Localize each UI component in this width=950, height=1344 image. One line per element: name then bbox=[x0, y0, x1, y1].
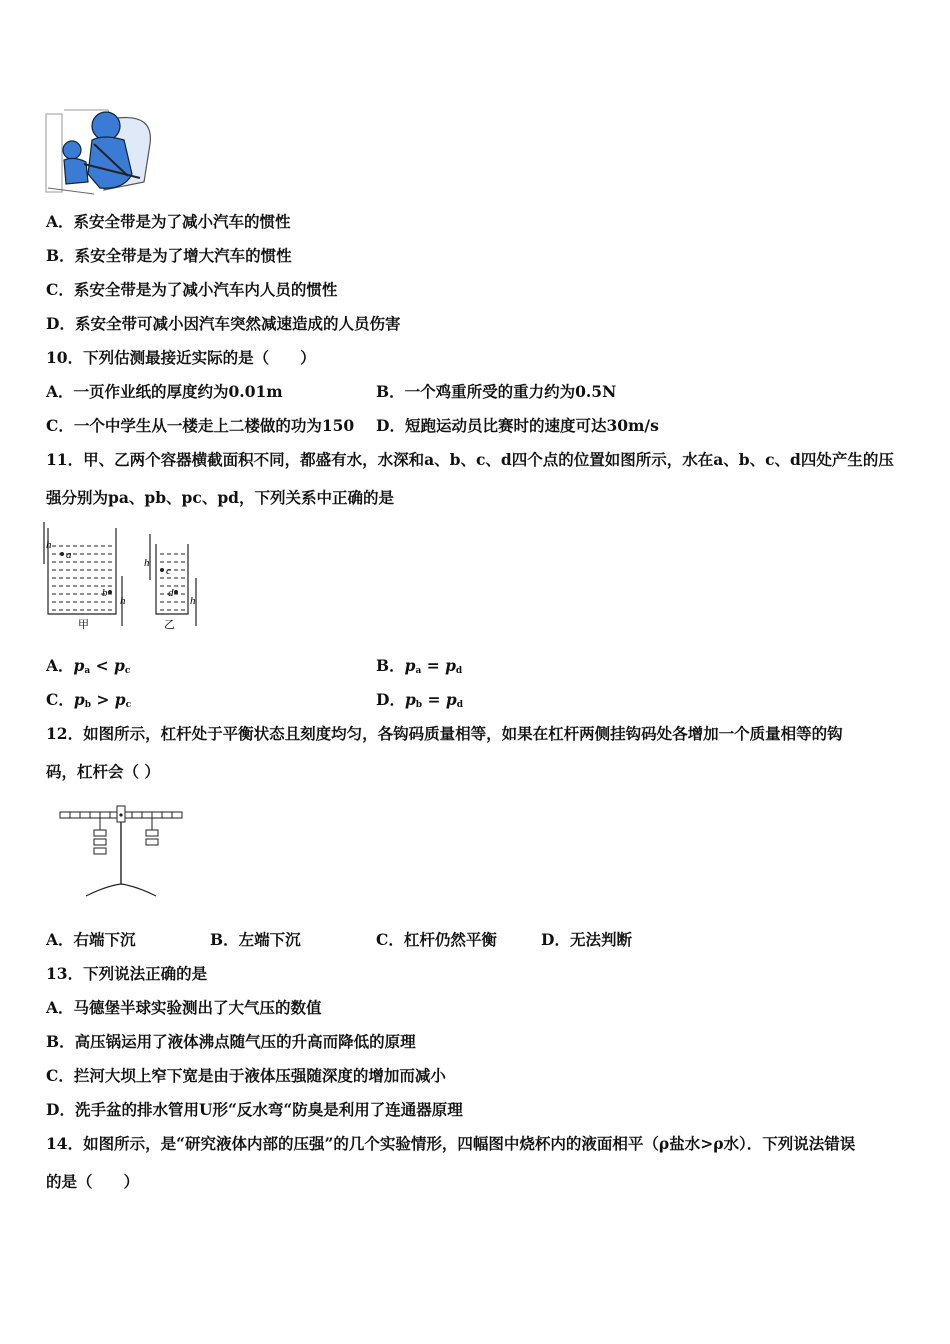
q11-label-h-right: h bbox=[144, 557, 150, 569]
q11-label-h-d: h bbox=[190, 595, 196, 607]
q11-option-b-rsub: d bbox=[455, 666, 463, 676]
q13-stem: 13．下列说法正确的是 bbox=[46, 964, 208, 983]
q13-option-d[interactable]: D．洗手盆的排水管用U形“反水弯“防臭是利用了连通器原理 bbox=[46, 1100, 463, 1119]
q11-label-h-left: h bbox=[46, 539, 52, 551]
q11-option-d-rsub: d bbox=[456, 700, 464, 710]
q11-option-d-lhs: p bbox=[404, 690, 416, 709]
q11-option-a-rhs: p bbox=[114, 656, 125, 675]
q13-option-b[interactable]: B．高压锅运用了液体沸点随气压的升高而降低的原理 bbox=[46, 1032, 416, 1051]
q10-option-b[interactable]: B．一个鸡重所受的重力约为0.5N bbox=[376, 382, 617, 401]
q11-option-c-op: > bbox=[90, 690, 115, 709]
seatbelt-figure bbox=[44, 104, 156, 196]
q11-option-c-rhs: p bbox=[114, 690, 126, 709]
q9-option-b[interactable]: B．系安全带是为了增大汽车的惯性 bbox=[46, 246, 292, 265]
q11-option-b-op: = bbox=[421, 656, 446, 675]
q11-option-b-lsub: a bbox=[415, 666, 422, 676]
q11-option-c-prefix: C． bbox=[46, 690, 74, 709]
q11-option-c-rsub: c bbox=[125, 700, 132, 710]
q11-label-left: 甲 bbox=[78, 619, 89, 631]
q11-option-c-lsub: b bbox=[84, 700, 91, 710]
q11-option-d-rhs: p bbox=[445, 690, 457, 709]
q11-label-b: b bbox=[102, 587, 108, 599]
q12-option-c[interactable]: C．杠杆仍然平衡 bbox=[376, 930, 497, 949]
q11-option-c-lhs: p bbox=[73, 690, 85, 709]
q9-option-d[interactable]: D．系安全带可减小因汽车突然减速造成的人员伤害 bbox=[46, 314, 401, 333]
q11-containers-figure bbox=[40, 518, 210, 632]
q11-stem-line1: 11．甲、乙两个容器横截面积不同，都盛有水，水深和a、b、c、d四个点的位置如图所示，水在a、b、c、d四处产生的压 bbox=[46, 450, 894, 469]
q12-stem-line2: 码，杠杆会（ ） bbox=[46, 762, 160, 781]
q11-label-right: 乙 bbox=[164, 619, 175, 631]
q11-option-a-lhs: p bbox=[73, 656, 85, 675]
q10-option-d[interactable]: D．短跑运动员比赛时的速度可达30m/s bbox=[376, 416, 659, 435]
q11-option-d-lsub: b bbox=[415, 700, 423, 710]
q11-option-b[interactable] bbox=[376, 656, 462, 681]
q13-option-a[interactable]: A．马德堡半球实验测出了大气压的数值 bbox=[46, 998, 322, 1017]
q14-stem-line2: 的是（ ） bbox=[46, 1172, 140, 1191]
q11-label-d: d bbox=[168, 587, 174, 599]
q11-option-b-lhs: p bbox=[404, 656, 416, 675]
q11-option-d-prefix: D． bbox=[376, 690, 405, 709]
q12-option-a[interactable]: A．右端下沉 bbox=[46, 930, 136, 949]
q11-option-a-rsub: c bbox=[124, 666, 131, 676]
q11-option-d[interactable] bbox=[376, 690, 463, 715]
q10-stem: 10．下列估测最接近实际的是（ ） bbox=[46, 348, 316, 367]
q11-stem-line2: 强分别为pa、pb、pc、pd，下列关系中正确的是 bbox=[46, 488, 395, 507]
q11-option-d-op: = bbox=[422, 690, 446, 709]
q9-option-c[interactable]: C．系安全带是为了减小汽车内人员的惯性 bbox=[46, 280, 338, 299]
q11-option-a-lsub: a bbox=[84, 666, 91, 676]
q13-option-c[interactable]: C．拦河大坝上窄下宽是由于液体压强随深度的增加而减小 bbox=[46, 1066, 446, 1085]
q11-option-a-prefix: A． bbox=[46, 656, 74, 675]
q12-stem-line1: 12．如图所示，杠杆处于平衡状态且刻度均匀，各钩码质量相等，如果在杠杆两侧挂钩码处各增加一个质量相等的钩 bbox=[46, 724, 843, 743]
q10-option-a[interactable]: A．一页作业纸的厚度约为0.01m bbox=[46, 382, 283, 401]
q12-option-b[interactable]: B．左端下沉 bbox=[210, 930, 301, 949]
q14-stem-line1: 14．如图所示，是“研究液体内部的压强”的几个实验情形，四幅图中烧杯内的液面相平（ρ盐水>ρ水）．下列说法错误 bbox=[46, 1134, 856, 1153]
q11-label-h-b: h bbox=[120, 595, 126, 607]
q11-option-a[interactable] bbox=[46, 656, 130, 681]
q11-label-a: a bbox=[66, 549, 72, 561]
q11-option-a-op: < bbox=[90, 656, 114, 675]
q10-option-c[interactable]: C．一个中学生从一楼走上二楼做的功为150 bbox=[46, 416, 355, 435]
q11-label-c: c bbox=[166, 565, 171, 577]
q11-option-c[interactable] bbox=[46, 690, 131, 715]
q11-option-b-prefix: B． bbox=[376, 656, 405, 675]
q12-option-d[interactable]: D．无法判断 bbox=[541, 930, 632, 949]
q12-lever-figure bbox=[56, 800, 186, 900]
q9-option-a[interactable]: A．系安全带是为了减小汽车的惯性 bbox=[46, 212, 291, 231]
q11-option-b-rhs: p bbox=[445, 656, 456, 675]
